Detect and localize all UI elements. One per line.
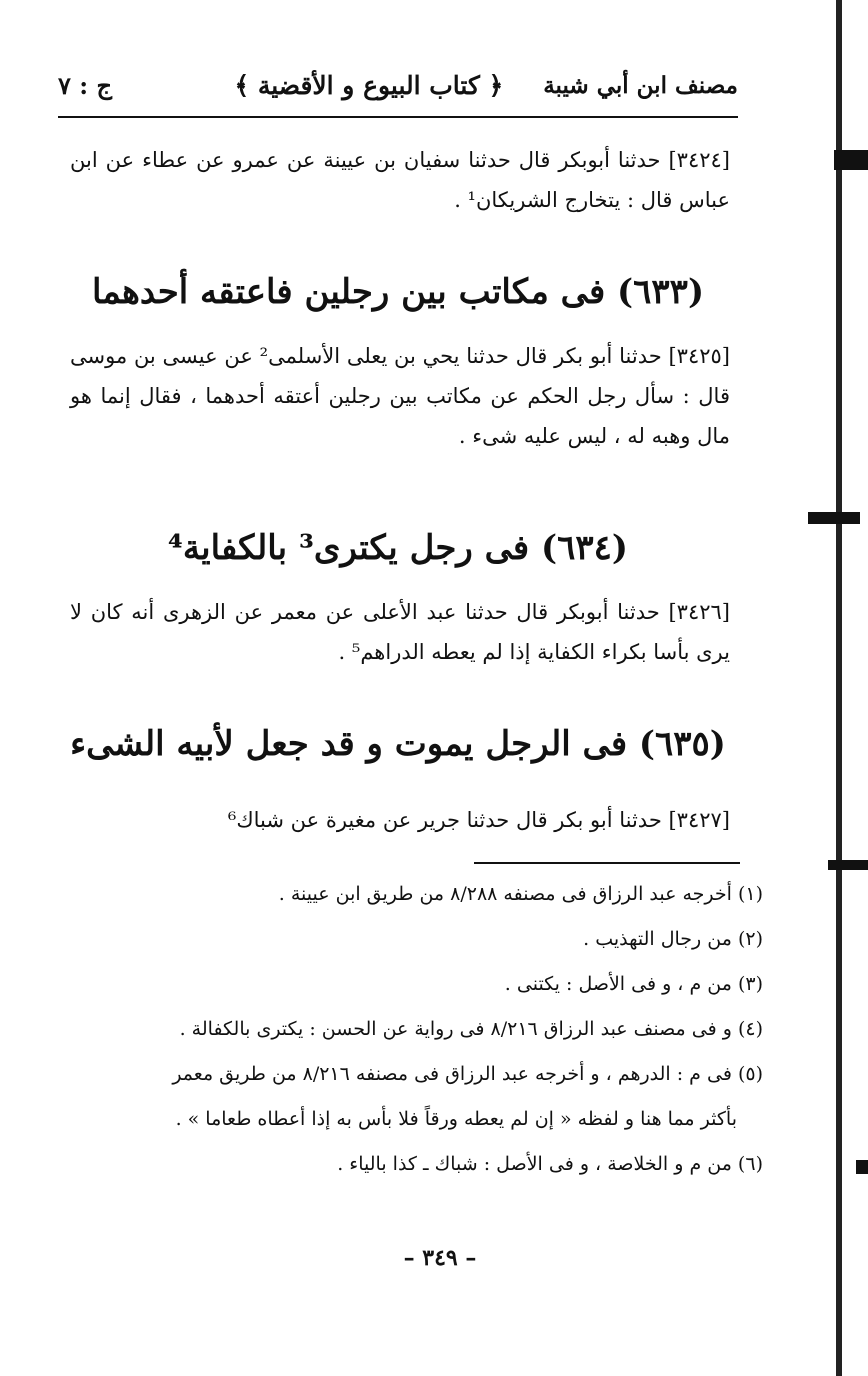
footnote-1: (١) أخرجه عبد الرزاق فى مصنفه ٨/٢٨٨ من طريق ابن عيينة . <box>278 883 763 905</box>
running-header <box>58 62 738 108</box>
footnote-rule <box>474 862 740 864</box>
footnote-5-continued: بأكثر مما هنا و لفظه « إن لم يعطه ورقاً فلا بأس به إذا أعطاه طعاما » . <box>175 1108 737 1130</box>
hadith-3426: [٣٤٢٦] حدثنا أبوبكر قال حدثنا عبد الأعلى عن معمر عن الزهرى أنه كان لا يرى بأسا بكراء الكفاية إذا لم يعطه الدراهم⁵ . <box>70 600 730 664</box>
section-635-heading: (٦٣٥) فى الرجل يموت و قد جعل لأبيه الشىء <box>70 724 726 764</box>
footnote-5: (٥) فى م : الدرهم ، و أخرجه عبد الرزاق فى مصنفه ٨/٢١٦ من طريق معمر <box>172 1063 763 1085</box>
chapter-title: ﴿ كتاب البيوع و الأقضية ﴾ <box>234 70 504 100</box>
hadith-3424: [٣٤٢٤] حدثنا أبوبكر قال حدثنا سفيان بن عيينة عن عمرو عن عطاء عن ابن عباس قال : يتخارج الشريكان¹ . <box>70 148 730 212</box>
hadith-3425: [٣٤٢٥] حدثنا أبو بكر قال حدثنا يحي بن يعلى الأسلمى² عن عيسى بن موسى قال : سأل رجل الحكم عن مكاتب بين رجلين أعتقه أحدهما ، فقال إنما هو مال وهبه له ، ليس عليه شىء . <box>70 344 730 448</box>
volume-number: ج : ٧ <box>58 70 112 100</box>
section-633-heading: (٦٣٣) فى مكاتب بين رجلين فاعتقه أحدهما <box>91 272 705 312</box>
header-rule <box>58 116 738 118</box>
footnote-3: (٣) من م ، و فى الأصل : يكتنى . <box>504 973 763 995</box>
book-title: مصنف ابن أبي شيبة <box>543 71 738 99</box>
footnotes <box>63 872 763 1187</box>
footnote-4: (٤) و فى مصنف عبد الرزاق ٨/٢١٦ فى رواية عن الحسن : يكترى بالكفالة . <box>179 1018 763 1040</box>
section-634-heading: (٦٣٤) فى رجل يكترى³ بالكفاية⁴ <box>168 528 628 568</box>
footnote-2: (٢) من رجال التهذيب . <box>583 928 763 950</box>
footnote-6: (٦) من م و الخلاصة ، و فى الأصل : شباك ـ كذا بالياء . <box>337 1153 763 1175</box>
hadith-3427: [٣٤٢٧] حدثنا أبو بكر قال حدثنا جرير عن مغيرة عن شباك⁶ <box>227 808 730 832</box>
page-number: – ٣٤٩ – <box>403 1245 477 1271</box>
